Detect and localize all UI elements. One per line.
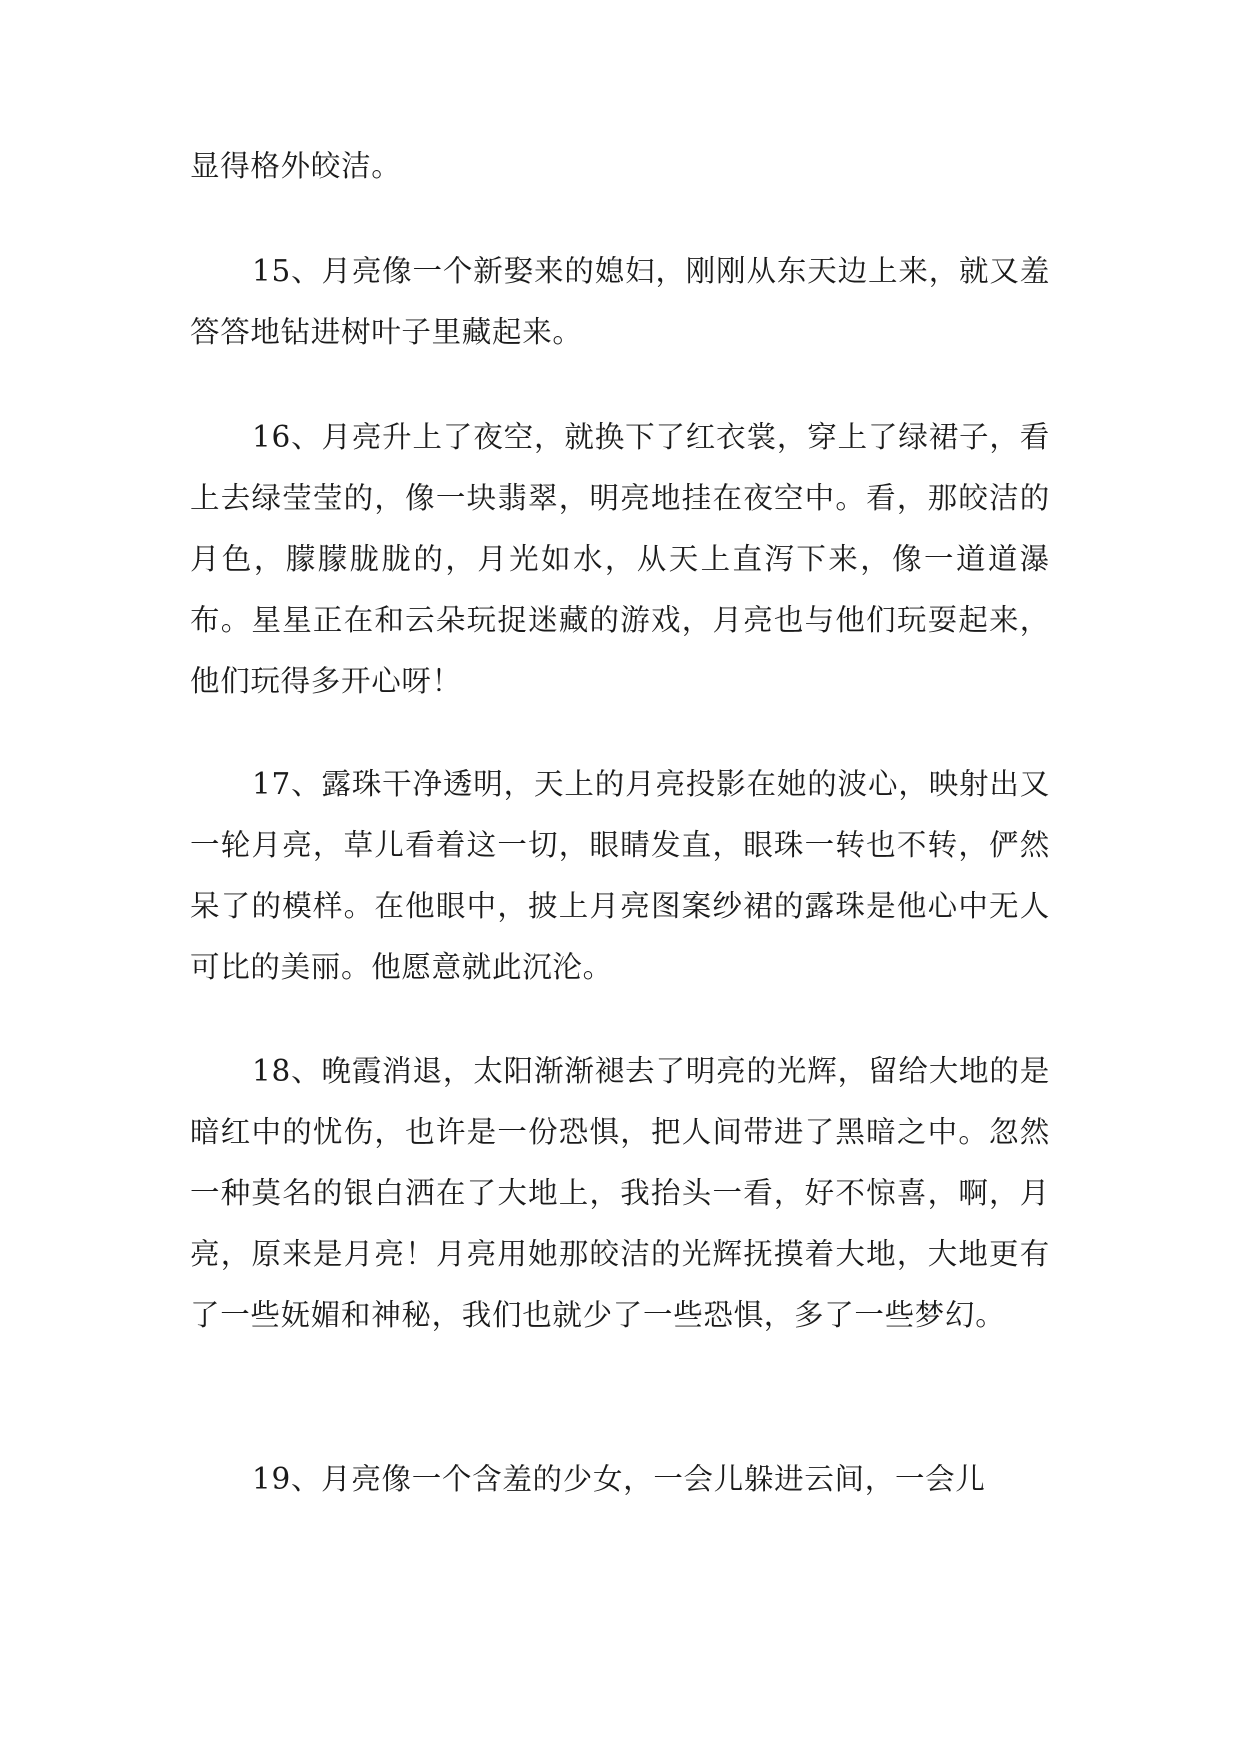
paragraph-15: 15、月亮像一个新娶来的媳妇，刚刚从东天边上来，就又羞答答地钻进树叶子里藏起来。 (190, 254, 1050, 349)
paragraph-17: 17、露珠干净透明，天上的月亮投影在她的波心，映射出又一轮月亮，草儿看着这一切，眼睛发直，眼珠一转也不转，俨然呆了的模样。在他眼中，披上月亮图案纱裙的露珠是他心中无人可比的美丽。他愿意就此沉沦。 (190, 767, 1050, 984)
paragraph-19: 19、月亮像一个含羞的少女，一会儿躲进云间，一会儿 (252, 1462, 986, 1496)
paragraph-16: 16、月亮升上了夜空，就换下了红衣裳，穿上了绿裙子，看上去绿莹莹的，像一块翡翠，明亮地挂在夜空中。看，那皎洁的月色，朦朦胧胧的，月光如水，从天上直泻下来，像一道道瀑布。星星正在和云朵玩捉迷藏的游戏，月亮也与他们玩耍起来，他们玩得多开心呀！ (190, 420, 1050, 698)
paragraph-18: 18、晚霞消退，太阳渐渐褪去了明亮的光辉，留给大地的是暗红中的忧伤，也许是一份恐惧，把人间带进了黑暗之中。忽然一种莫名的银白洒在了大地上，我抬头一看，好不惊喜，啊，月亮，原来是月亮！月亮用她那皎洁的光辉抚摸着大地，大地更有了一些妩媚和神秘，我们也就少了一些恐惧，多了一些梦幻。 (190, 1054, 1050, 1332)
paragraph-continued: 显得格外皎洁。 (190, 149, 402, 183)
